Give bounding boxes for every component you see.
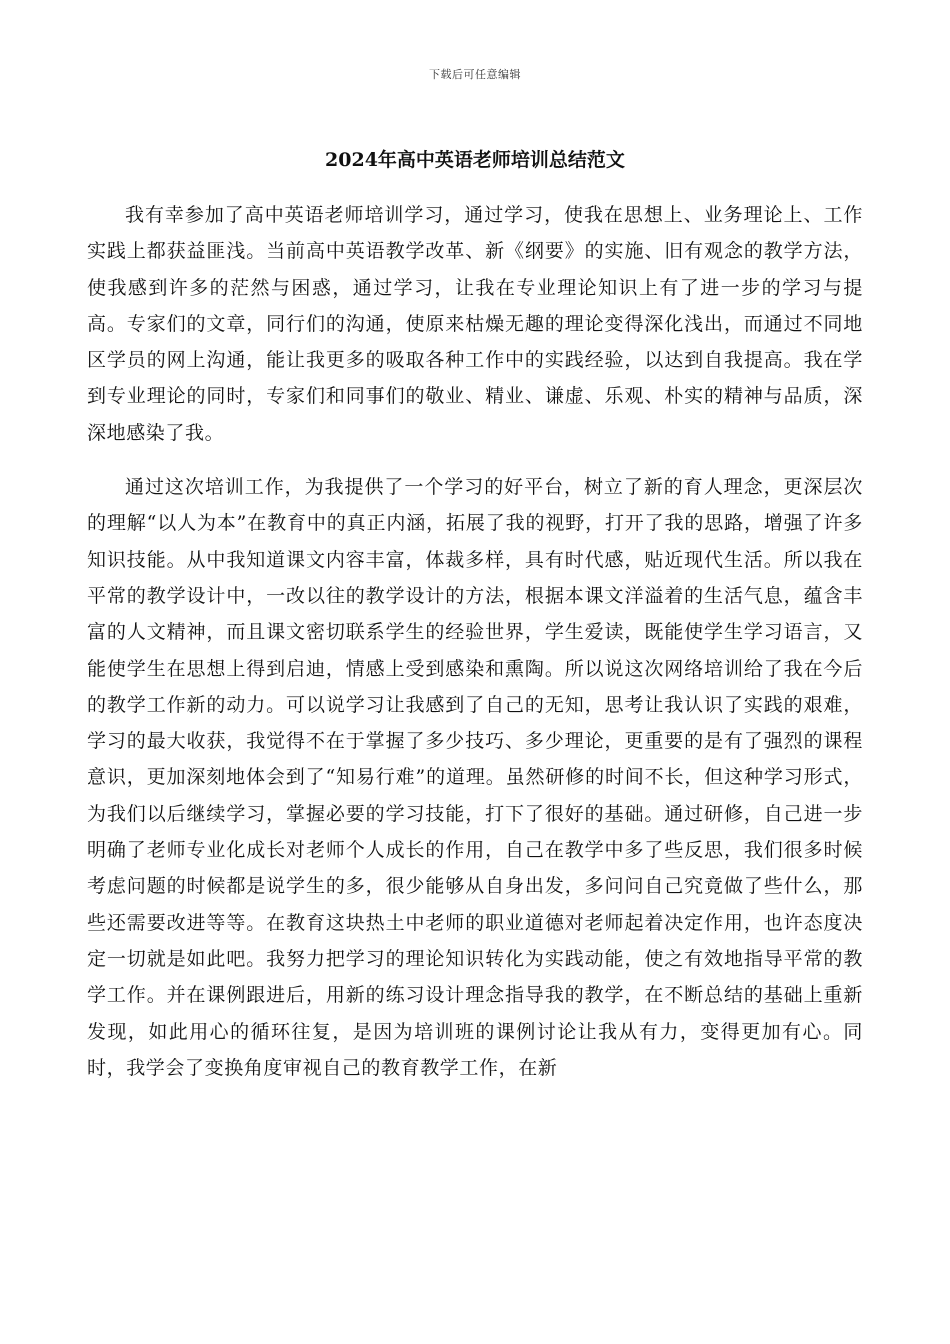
document-title: 2024年高中英语老师培训总结范文 [325,149,625,171]
header-note: 下载后可任意编辑 [429,68,521,81]
paragraph: 我有幸参加了高中英语老师培训学习，通过学习，使我在思想上、业务理论上、工作实践上都获益匪浅。当前高中英语教学改革、新《纲要》的实施、旧有观念的教学方法，使我感到许多的茫然与困惑，通过学习，让我在专业理论知识上有了进一步的学习与提高。专家们的文章，同行们的沟通，使原来枯燥无趣的理论变得深化浅出，而通过不同地区学员的网上沟通，能让我更多的吸取各种工作中的实践经验，以达到自我提高。我在学到专业理论的同时，专家们和同事们的敬业、精业、谦虚、乐观、朴实的精神与品质，深深地感染了我。 [87,204,863,444]
paragraph: 通过这次培训工作，为我提供了一个学习的好平台，树立了新的育人理念，更深层次的理解“以人为本”在教育中的真正内涵，拓展了我的视野，打开了我的思路，增强了许多知识技能。从中我知道课文内容丰富，体裁多样，具有时代感，贴近现代生活。所以我在平常的教学设计中，一改以往的教学设计的方法，根据本课文洋溢着的生活气息，蕴含丰富的人文精神，而且课文密切联系学生的经验世界，学生爱读，既能使学生学习语言，又能使学生在思想上得到启迪，情感上受到感染和熏陶。所以说这次网络培训给了我在今后的教学工作新的动力。可以说学习让我感到了自己的无知，思考让我认识了实践的艰难，学习的最大收获，我觉得不在于掌握了多少技巧、多少理论，更重要的是有了强烈的课程意识，更加深刻地体会到了“知易行难”的道理。虽然研修的时间不长，但这种学习形式，为我们以后继续学习，掌握必要的学习技能，打下了很好的基础。通过研修，自己进一步明确了老师专业化成长对老师个人成长的作用，自己在教学中多了些反思，我们很多时候考虑问题的时候都是说学生的多，很少能够从自身出发，多问问自己究竟做了些什么，那些还需要改进等等。在教育这块热土中老师的职业道德对老师起着决定作用，也许态度决定一切就是如此吧。我努力把学习的理论知识转化为实践动能，使之有效地指导平常的教学工作。并在课例跟进后，用新的练习设计理念指导我的教学，在不断总结的基础上重新发现，如此用心的循环往复，是因为培训班的课例讨论让我从有力，变得更加有心。同时，我学会了变换角度审视自己的教育教学工作，在新 [87,476,863,1079]
document-body [87,197,863,1086]
